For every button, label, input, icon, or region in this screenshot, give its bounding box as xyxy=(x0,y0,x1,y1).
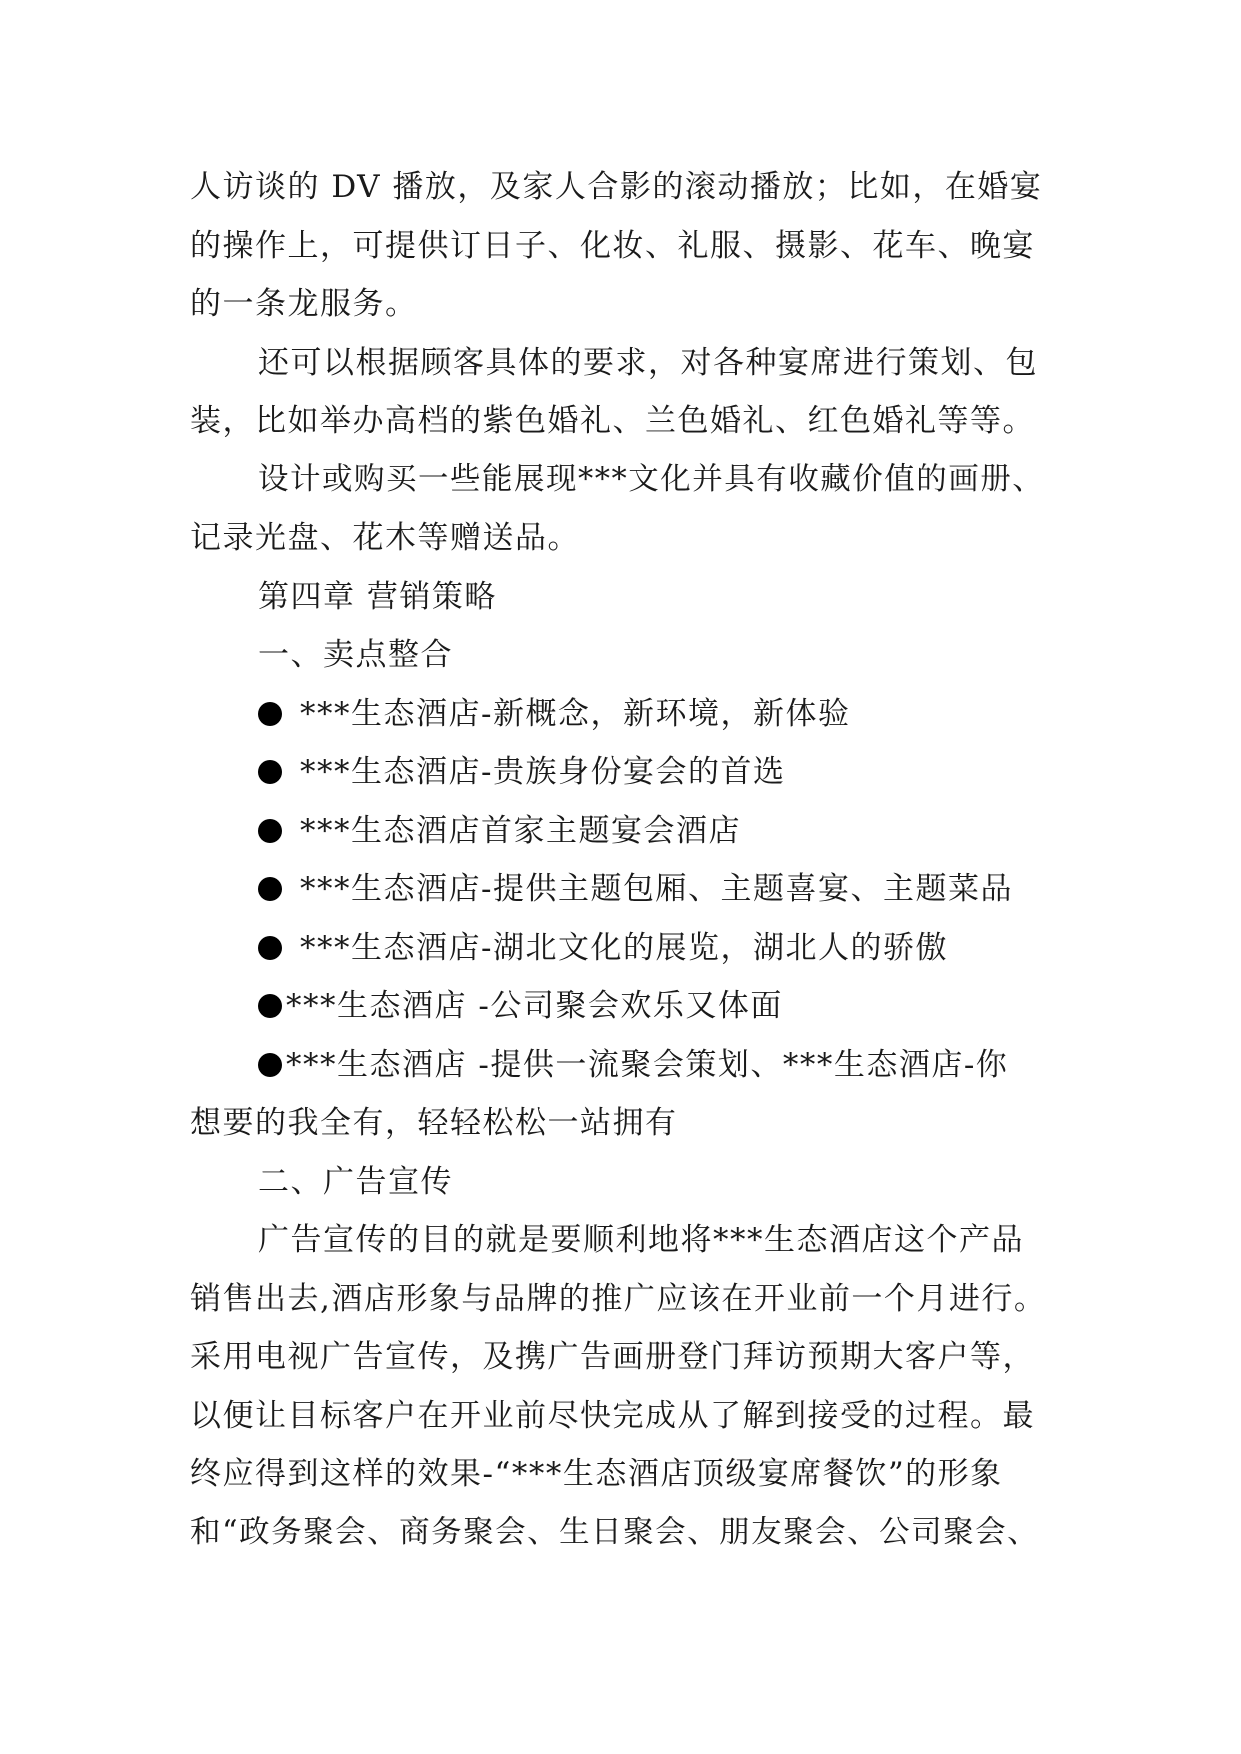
document-page xyxy=(190,158,1050,1562)
section-heading: 二、广告宣传 xyxy=(258,1163,453,1200)
paragraph-line: 还可以根据顾客具体的要求，对各种宴席进行策划、包 xyxy=(258,344,1038,381)
bullet-continuation: 想要的我全有，轻轻松松一站拥有 xyxy=(190,1105,678,1141)
bullet-icon xyxy=(258,819,282,843)
paragraph-line: 采用电视广告宣传，及携广告画册登门拜访预期大客户等， xyxy=(190,1339,1035,1375)
bullet-icon xyxy=(258,936,282,960)
paragraph-line: 人访谈的 DV 播放，及家人合影的滚动播放；比如，在婚宴 xyxy=(190,169,1043,205)
paragraph-line: 的一条龙服务。 xyxy=(190,286,418,322)
paragraph-line: 装，比如举办高档的紫色婚礼、兰色婚礼、红色婚礼等等。 xyxy=(190,403,1035,439)
bullet-item xyxy=(190,685,1050,744)
bullet-item xyxy=(190,860,1050,919)
paragraph-line: 的操作上，可提供订日子、化妆、礼服、摄影、花车、晚宴 xyxy=(190,227,1035,264)
bullet-text: ***生态酒店首家主题宴会酒店 xyxy=(300,812,741,849)
paragraph-line: 终应得到这样的效果-“***生态酒店顶级宴席餐饮”的形象 xyxy=(190,1456,1003,1492)
bullet-icon xyxy=(258,702,282,726)
paragraph-line: 和“政务聚会、商务聚会、生日聚会、朋友聚会、公司聚会、 xyxy=(190,1514,1040,1550)
bullet-item xyxy=(190,743,1050,802)
bullet-icon xyxy=(258,994,282,1018)
bullet-text: ***生态酒店-新概念，新环境，新体验 xyxy=(300,695,851,732)
bullet-text: ***生态酒店 -提供一流聚会策划、***生态酒店-你 xyxy=(286,1046,1009,1083)
bullet-item xyxy=(190,802,1050,861)
paragraph-line: 设计或购买一些能展现***文化并具有收藏价值的画册、 xyxy=(258,461,1045,497)
bullet-text: ***生态酒店-湖北文化的展览，湖北人的骄傲 xyxy=(300,929,948,966)
bullet-text: ***生态酒店 -公司聚会欢乐又体面 xyxy=(286,988,783,1024)
chapter-heading: 第四章 营销策略 xyxy=(258,578,497,615)
bullet-item xyxy=(190,1036,1050,1095)
paragraph-line: 销售出去,酒店形象与品牌的推广应该在开业前一个月进行。 xyxy=(190,1280,1047,1317)
bullet-icon xyxy=(258,760,282,784)
paragraph-line: 记录光盘、花木等赠送品。 xyxy=(190,520,580,556)
bullet-item xyxy=(190,977,1050,1036)
bullet-text: ***生态酒店-提供主题包厢、主题喜宴、主题菜品 xyxy=(300,871,1013,907)
bullet-icon xyxy=(258,877,282,901)
bullet-item xyxy=(190,919,1050,978)
bullet-icon xyxy=(258,1053,282,1077)
bullet-text: ***生态酒店-贵族身份宴会的首选 xyxy=(300,754,786,790)
section-heading: 一、卖点整合 xyxy=(258,637,453,673)
paragraph-line: 以便让目标客户在开业前尽快完成从了解到接受的过程。最 xyxy=(190,1397,1035,1434)
paragraph-line: 广告宣传的目的就是要顺利地将***生态酒店这个产品 xyxy=(258,1222,1024,1258)
